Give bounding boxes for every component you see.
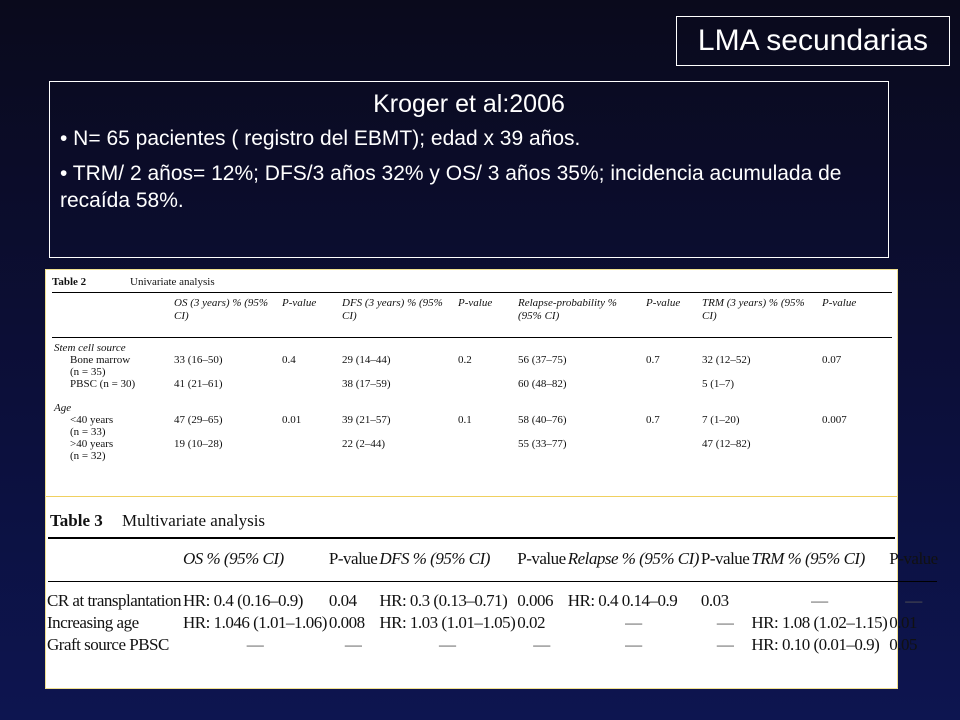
table-cell: HR: 1.03 (1.01–1.05) xyxy=(379,613,516,632)
table-cell: 0.01 xyxy=(282,414,302,426)
table-cell xyxy=(644,438,700,450)
table2-caption xyxy=(52,274,892,292)
table3-grid xyxy=(46,539,939,656)
table-panel xyxy=(45,269,938,689)
table-cell: 41 (21–61) xyxy=(174,378,223,390)
table-cell: HR: 0.4 (0.16–0.9) xyxy=(182,591,303,610)
table-cell: — xyxy=(533,635,550,654)
table2-label: Table 2 xyxy=(52,276,87,288)
table-group-row xyxy=(52,338,892,354)
table-cell: 0.4 xyxy=(282,354,296,366)
table-header: TRM (3 years) % (95% CI) xyxy=(702,297,805,322)
table-header: P-value xyxy=(517,549,566,568)
table-cell: 0.03 xyxy=(700,591,729,610)
table3-header-row xyxy=(46,539,939,581)
table-cell: — xyxy=(344,635,362,654)
table-cell: HR: 0.3 (0.13–0.71) xyxy=(379,591,508,610)
row-label: >40 years xyxy=(70,438,114,450)
table-cell: 55 (33–77) xyxy=(518,438,567,450)
table-group-row xyxy=(52,390,892,414)
table-cell: 38 (17–59) xyxy=(342,378,391,390)
table-header: TRM % (95% CI) xyxy=(751,549,865,568)
table-cell: 47 (12–82) xyxy=(702,438,751,450)
univariate-table xyxy=(52,274,892,462)
table-header xyxy=(46,539,182,581)
table-row xyxy=(52,450,892,462)
table-header: P-value xyxy=(282,297,317,309)
table-cell xyxy=(456,378,516,390)
table-cell: 0.01 xyxy=(889,613,918,632)
table-cell xyxy=(456,438,516,450)
table-header: P-value xyxy=(328,549,378,568)
table-cell xyxy=(644,378,700,390)
table-cell: — xyxy=(439,635,456,654)
table-cell: — xyxy=(716,613,734,632)
table-cell: 0.1 xyxy=(458,414,472,426)
row-label: <40 years xyxy=(70,414,114,426)
table-header: P-value xyxy=(646,297,681,309)
table-cell: 0.02 xyxy=(517,613,546,632)
table-cell: HR: 0.10 (0.01–0.9) xyxy=(751,635,880,654)
table-row xyxy=(52,366,892,378)
table-header: P-value xyxy=(458,297,493,309)
table-header: OS % (95% CI) xyxy=(182,549,284,568)
table-cell: — xyxy=(625,635,642,654)
table-cell: 0.2 xyxy=(458,354,472,366)
table-header: P-value xyxy=(822,297,857,309)
table-header: P-value xyxy=(700,549,750,568)
table-cell xyxy=(280,438,340,450)
row-label: CR at transplantation xyxy=(47,591,181,610)
table-cell: 56 (37–75) xyxy=(518,354,567,366)
summary-bullet-2: • TRM/ 2 años= 12%; DFS/3 años 32% y OS/ 3 años 35%; incidencia acumulada de recaída 58%. xyxy=(60,162,842,212)
table-header: Relapse-probability % (95% CI) xyxy=(518,297,617,322)
table2-grid xyxy=(52,293,892,462)
table2-header-row xyxy=(52,293,892,337)
group-label: Stem cell source xyxy=(54,342,126,354)
table-cell: 0.04 xyxy=(328,591,357,610)
row-n: (n = 33) xyxy=(70,426,106,438)
table3-label: Table 3 xyxy=(50,511,103,530)
table-cell: — xyxy=(625,613,642,632)
table-cell: 58 (40–76) xyxy=(518,414,567,426)
table-cell: HR: 1.08 (1.02–1.15) xyxy=(751,613,888,632)
table-header: Relapse % (95% CI) xyxy=(567,549,699,568)
table-cell: 7 (1–20) xyxy=(702,414,740,426)
table-cell: HR: 1.046 (1.01–1.06) xyxy=(182,613,327,632)
table-cell: — xyxy=(716,635,734,654)
table-cell xyxy=(820,378,892,390)
table-cell: 0.007 xyxy=(822,414,847,426)
table-cell: 0.008 xyxy=(328,613,365,632)
row-label: PBSC (n = 30) xyxy=(70,378,136,390)
table-cell xyxy=(820,438,892,450)
summary-box xyxy=(49,81,889,258)
table-cell: 5 (1–7) xyxy=(702,378,735,390)
table-cell: 0.05 xyxy=(889,635,918,654)
table-cell: 32 (12–52) xyxy=(702,354,751,366)
table-cell: — xyxy=(811,591,828,610)
row-label: Bone marrow xyxy=(70,354,131,366)
table-cell: 47 (29–65) xyxy=(174,414,223,426)
table-cell xyxy=(280,378,340,390)
table-row xyxy=(46,612,939,634)
table-header: DFS % (95% CI) xyxy=(379,549,490,568)
table-cell: 0.7 xyxy=(646,414,660,426)
row-label: Graft source PBSC xyxy=(47,635,169,654)
table-cell: 19 (10–28) xyxy=(174,438,223,450)
table-row xyxy=(46,634,939,656)
table-cell: — xyxy=(905,591,922,610)
table-row xyxy=(52,414,892,426)
table-cell: 33 (16–50) xyxy=(174,354,223,366)
table3-title: Multivariate analysis xyxy=(122,511,266,530)
table-header xyxy=(52,293,172,337)
table-cell: 0.7 xyxy=(646,354,660,366)
table-header: DFS (3 years) % (95% CI) xyxy=(342,297,443,322)
table-cell: 0.006 xyxy=(517,591,554,610)
row-label: Increasing age xyxy=(47,613,139,632)
multivariate-table xyxy=(46,496,938,689)
table-cell: — xyxy=(246,635,264,654)
table-row xyxy=(52,354,892,366)
table3-caption xyxy=(46,497,897,537)
table-cell: HR: 0.4 0.14–0.9 xyxy=(567,591,678,610)
row-n: (n = 32) xyxy=(70,450,106,462)
summary-bullet-1: • N= 65 pacientes ( registro del EBMT); edad x 39 años. xyxy=(60,127,581,150)
table-row xyxy=(52,438,892,450)
summary-heading: Kroger et al:2006 xyxy=(373,90,565,118)
table-cell: 0.07 xyxy=(822,354,842,366)
table-header: P-value xyxy=(889,549,938,568)
slide-title: LMA secundarias xyxy=(676,16,950,66)
table-row xyxy=(46,582,939,612)
table-row xyxy=(52,378,892,390)
table-row xyxy=(52,426,892,438)
table-cell: 22 (2–44) xyxy=(342,438,386,450)
row-n: (n = 35) xyxy=(70,366,106,378)
table-cell: 39 (21–57) xyxy=(342,414,391,426)
table-cell: 60 (48–82) xyxy=(518,378,567,390)
group-label: Age xyxy=(54,402,72,414)
table-header: OS (3 years) % (95% CI) xyxy=(174,297,269,322)
table2-title: Univariate analysis xyxy=(130,276,215,288)
table-cell: 29 (14–44) xyxy=(342,354,391,366)
